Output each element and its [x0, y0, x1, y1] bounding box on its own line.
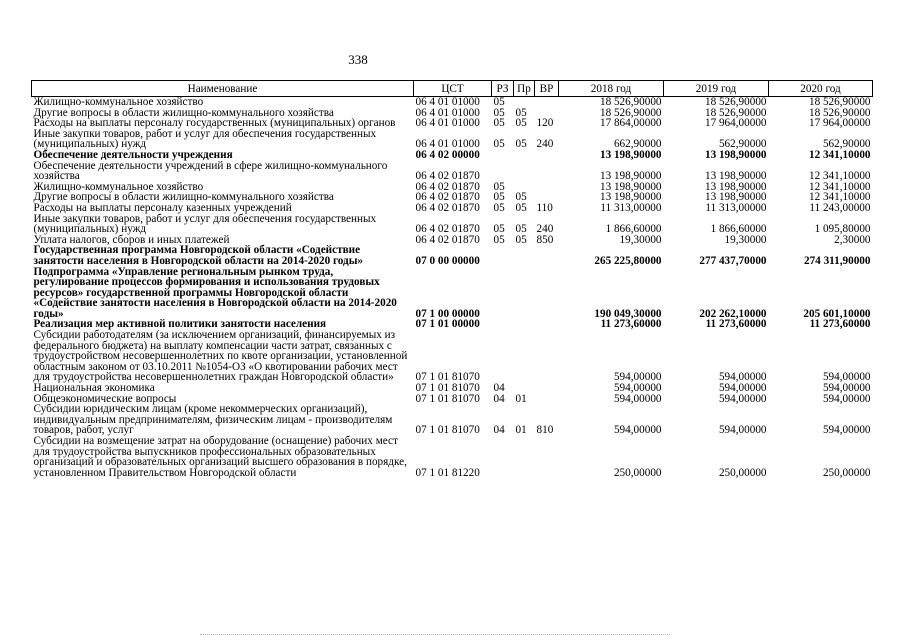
row-2018: 13 198,90000 [599, 148, 662, 161]
table-row [32, 97, 873, 108]
row-2019: 18 526,90000 [704, 96, 767, 108]
row-2020: 11 243,00000 [809, 201, 871, 214]
row-pr: 05 [515, 191, 527, 204]
row-2019: 594,00000 [718, 382, 767, 395]
row-cst: 07 1 01 81070 [415, 371, 480, 384]
row-cst: 06 4 02 01870 [415, 223, 480, 236]
row-pr: 05 [515, 233, 527, 246]
row-2018: 18 526,90000 [599, 106, 662, 119]
row-2020: 594,00000 [822, 382, 871, 395]
row-2019: 594,00000 [718, 371, 767, 384]
row-pr: 05 [515, 117, 527, 130]
row-name: Иные закупки товаров, работ и услуг для обеспечения государственных (муниципальных) нужд [33, 212, 377, 236]
table-row [32, 404, 873, 436]
row-2020: 12 341,10000 [808, 180, 871, 193]
row-2020: 12 341,10000 [808, 170, 871, 183]
row-2019: 13 198,90000 [704, 170, 767, 183]
row-rz [492, 245, 514, 266]
row-2018: 13 198,90000 [599, 180, 662, 193]
table-header [32, 81, 873, 97]
page-number: 338 [348, 52, 368, 67]
row-2019: 1 866,60000 [710, 223, 767, 236]
row-name: Субсидии юридическим лицам (кроме некоммерческих организаций), индивидуальным предпринимателям, физическим лицам - производителям товаров, работ, услуг [33, 403, 393, 437]
row-pr [514, 319, 535, 330]
row-cst: 06 4 02 01870 [415, 191, 480, 204]
table-row [32, 267, 873, 320]
row-2020: 274 311,90000 [803, 254, 871, 267]
row-cst: 07 1 01 81070 [415, 382, 480, 395]
row-vr [535, 383, 559, 394]
row-rz [492, 150, 514, 161]
header-cst: ЦСТ [414, 81, 492, 97]
row-2020: 18 526,90000 [808, 96, 871, 108]
row-pr [514, 245, 535, 266]
row-cst: 07 1 01 81220 [415, 466, 480, 479]
row-2018: 11 313,00000 [600, 201, 662, 214]
row-2020: 18 526,90000 [808, 106, 871, 119]
row-vr: 850 [536, 233, 554, 246]
row-vr: 810 [536, 424, 554, 437]
budget-table-container [31, 80, 872, 478]
row-name: Расходы на выплаты персоналу государственных (муниципальных) органов [33, 117, 396, 130]
row-2020: 594,00000 [822, 371, 871, 384]
table-row [32, 150, 873, 161]
row-pr [514, 436, 535, 478]
row-2019: 250,00000 [718, 466, 767, 479]
header-pr: Пр [514, 81, 535, 97]
row-name: Иные закупки товаров, работ и услуг для обеспечения государственных (муниципальных) нужд [33, 127, 377, 151]
row-name: Другие вопросы в области жилищно-коммунального хозяйства [33, 191, 334, 204]
row-rz [492, 267, 514, 320]
row-2018: 594,00000 [613, 392, 662, 405]
row-pr [514, 150, 535, 161]
row-vr: 240 [536, 138, 554, 151]
row-2020: 1 095,80000 [814, 223, 871, 236]
row-2020: 2,30000 [834, 233, 871, 246]
row-vr [535, 245, 559, 266]
row-rz [492, 319, 514, 330]
row-2020: 12 341,10000 [808, 148, 871, 161]
row-2018: 250,00000 [613, 466, 662, 479]
row-2019: 17 964,00000 [704, 117, 767, 130]
row-pr: 05 [515, 106, 527, 119]
row-name: Расходы на выплаты персоналу казенных учреждений [33, 201, 292, 214]
row-pr: 05 [515, 223, 527, 236]
row-cst: 06 4 02 01870 [415, 170, 480, 183]
row-2018: 11 273,60000 [600, 318, 662, 331]
row-rz: 05 [493, 180, 505, 193]
row-vr [535, 161, 559, 182]
row-rz: 05 [493, 117, 505, 130]
row-rz: 05 [493, 138, 505, 151]
row-cst: 06 4 01 01000 [415, 138, 480, 151]
row-cst: 06 4 02 01870 [415, 201, 480, 214]
row-cst: 07 1 01 81070 [415, 424, 480, 437]
row-name: Жилищно-коммунальное хозяйство [33, 96, 204, 108]
row-2019: 594,00000 [718, 424, 767, 437]
row-vr [535, 394, 559, 405]
header-2020: 2020 год [769, 81, 873, 97]
table-row [32, 330, 873, 383]
row-2020: 11 273,60000 [809, 318, 871, 331]
table-row [32, 245, 873, 266]
row-rz: 04 [493, 392, 505, 405]
table-body [32, 97, 873, 479]
row-name: Жилищно-коммунальное хозяйство [33, 180, 204, 193]
row-cst: 07 0 00 00000 [415, 254, 480, 267]
row-vr [535, 182, 559, 193]
row-name: Национальная экономика [33, 382, 155, 395]
row-vr: 110 [536, 201, 553, 214]
budget-table [31, 80, 873, 478]
row-2019: 13 198,90000 [704, 191, 767, 204]
row-cst: 06 4 01 01000 [415, 117, 480, 130]
row-name: Реализация мер активной политики занятости населения [33, 318, 327, 331]
row-cst: 06 4 02 01870 [415, 180, 480, 193]
header-rz: РЗ [492, 81, 514, 97]
row-2019: 13 198,90000 [704, 148, 767, 161]
row-name: Обеспечение деятельности учреждения [33, 148, 233, 161]
row-pr [514, 97, 535, 108]
header-2018: 2018 год [559, 81, 664, 97]
table-row [32, 203, 873, 214]
row-cst: 06 4 01 01000 [415, 106, 480, 119]
table-row [32, 129, 873, 150]
row-rz: 04 [493, 424, 505, 437]
table-row [32, 161, 873, 182]
row-2018: 13 198,90000 [599, 170, 662, 183]
row-2018: 265 225,80000 [594, 254, 662, 267]
row-vr: 120 [536, 117, 554, 130]
row-pr [514, 330, 535, 383]
header-2019: 2019 год [664, 81, 769, 97]
row-vr [535, 150, 559, 161]
row-cst: 06 4 02 01870 [415, 233, 480, 246]
row-pr: 05 [515, 201, 527, 214]
row-name: Обеспечение деятельности учреждений в сфере жилищно-коммунального хозяйства [33, 159, 388, 183]
row-2020: 17 964,00000 [808, 117, 871, 130]
row-2018: 662,90000 [613, 138, 662, 151]
row-2020: 12 341,10000 [808, 191, 871, 204]
row-name: Государственная программа Новгородской области «Содействие занятости населения в Новгородской области на 2014-2020 годы» [33, 244, 364, 267]
row-cst: 07 1 00 00000 [415, 307, 480, 320]
row-rz: 05 [493, 96, 505, 108]
row-rz [492, 161, 514, 182]
row-cst: 06 4 02 00000 [415, 148, 480, 161]
row-2018: 18 526,90000 [599, 96, 662, 108]
row-2020: 562,90000 [822, 138, 871, 151]
row-name: Субсидии работодателям (за исключением организаций, финансируемых из федерального бюджета) на выплату компенсации части затрат, связанных с трудоустройством несовершеннолетних по квоте организации, установленной областным законом от 03.10.2011 №1054-ОЗ «О квотировании рабочих мест для трудоустройства несовершеннолетних граждан Новгородской области» [33, 329, 408, 384]
row-rz: 04 [493, 382, 505, 395]
row-rz [492, 330, 514, 383]
row-2020: 205 601,10000 [803, 307, 871, 320]
row-2019: 202 262,10000 [699, 307, 767, 320]
row-2019: 11 273,60000 [705, 318, 767, 331]
row-2018: 13 198,90000 [599, 191, 662, 204]
row-cst: 06 4 01 01000 [415, 96, 480, 108]
row-2019: 277 437,70000 [699, 254, 767, 267]
row-rz: 05 [493, 201, 505, 214]
row-pr: 01 [515, 424, 527, 437]
row-2018: 19,30000 [619, 233, 662, 246]
row-2018: 190 049,30000 [594, 307, 662, 320]
row-2018: 594,00000 [613, 382, 662, 395]
row-2018: 1 866,60000 [605, 223, 662, 236]
row-pr: 05 [515, 138, 527, 151]
row-name: Субсидии на возмещение затрат на оборудование (оснащение) рабочих мест для трудоустройства выпускников профессиональных образовательных организаций и образовательных организаций высшего образования в порядке, установленном Правительством Новгородской области [33, 435, 407, 479]
row-2018: 594,00000 [613, 424, 662, 437]
row-name: Общеэкономические вопросы [33, 392, 177, 405]
row-rz: 05 [493, 223, 505, 236]
row-rz: 05 [493, 191, 505, 204]
row-pr: 01 [515, 392, 527, 405]
row-name: Подпрограмма «Управление региональным рынком труда, регулирование процессов формирования и использования трудовых ресурсов» государственной программы Новгородской области «Содействие занятости населения в Новгородской области на 2014-2020 годы» [33, 265, 397, 320]
row-2019: 13 198,90000 [704, 180, 767, 193]
row-pr [514, 161, 535, 182]
table-row [32, 436, 873, 478]
row-2018: 594,00000 [613, 371, 662, 384]
row-rz [492, 436, 514, 478]
row-vr [535, 267, 559, 320]
row-vr: 240 [536, 223, 554, 236]
row-vr [535, 436, 559, 478]
row-name: Другие вопросы в области жилищно-коммунального хозяйства [33, 106, 334, 119]
header-vr: ВР [535, 81, 559, 97]
row-vr [535, 330, 559, 383]
row-cst: 07 1 01 00000 [415, 318, 480, 331]
row-2018: 17 864,00000 [599, 117, 662, 130]
row-rz: 05 [493, 233, 505, 246]
header-name: Наименование [32, 81, 414, 97]
row-2019: 594,00000 [718, 392, 767, 405]
row-2020: 594,00000 [822, 424, 871, 437]
row-name: Уплата налогов, сборов и иных платежей [33, 233, 230, 246]
bottom-divider [200, 634, 670, 635]
row-rz: 05 [493, 106, 505, 119]
row-pr [514, 267, 535, 320]
row-2019: 562,90000 [718, 138, 767, 151]
row-2019: 11 313,00000 [705, 201, 767, 214]
row-vr [535, 319, 559, 330]
table-row [32, 214, 873, 235]
row-vr [535, 97, 559, 108]
row-cst: 07 1 01 81070 [415, 392, 480, 405]
row-2019: 19,30000 [724, 233, 767, 246]
row-2020: 250,00000 [822, 466, 871, 479]
row-2019: 18 526,90000 [704, 106, 767, 119]
row-2020: 594,00000 [822, 392, 871, 405]
